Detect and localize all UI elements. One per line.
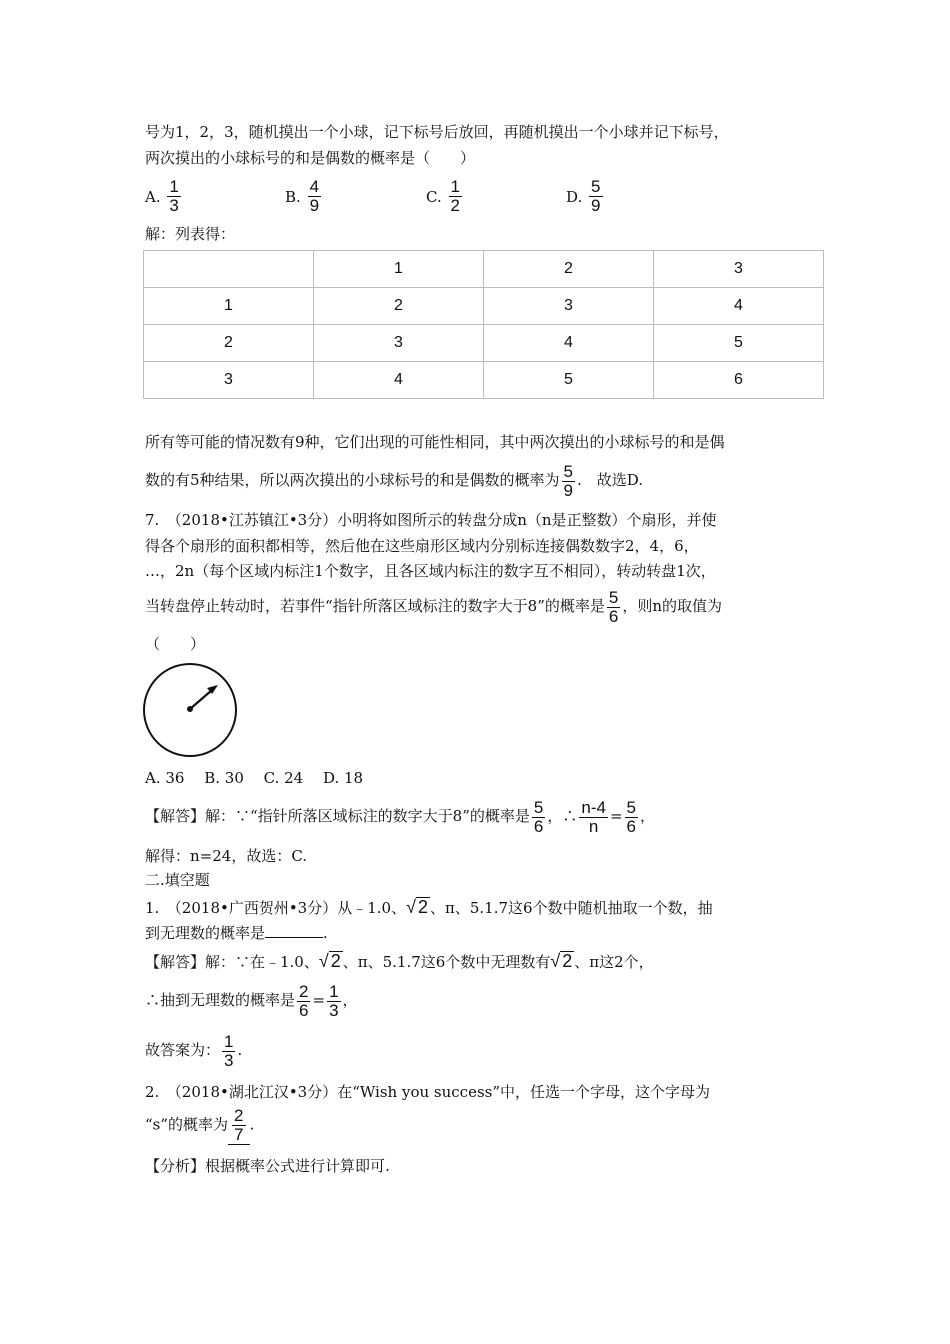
- fraction: [308, 178, 321, 215]
- table-cell: 1: [314, 251, 484, 288]
- option-label: A.: [145, 187, 161, 206]
- numerator: n-4: [581, 797, 606, 817]
- radicand: 2: [562, 951, 573, 971]
- table-cell: 6: [654, 362, 824, 399]
- denominator: 3: [224, 1050, 234, 1070]
- denominator: 6: [299, 1000, 309, 1020]
- answer-options: A. 36 B. 30 C. 24 D. 18: [145, 769, 364, 787]
- answer-line: [145, 982, 358, 1020]
- table-cell: [144, 251, 314, 288]
- spinner-center: [187, 706, 193, 712]
- radicand: 2: [330, 951, 341, 971]
- fraction: [607, 589, 620, 626]
- question-text-line: 两次摸出的小球标号的和是偶数的概率是（ ）: [145, 149, 476, 167]
- equals-sign: =: [609, 807, 623, 825]
- numerator: 5: [626, 797, 636, 817]
- option-d: [566, 178, 605, 215]
- answer-text: 、π这2个，: [574, 953, 654, 971]
- fraction: [232, 1107, 245, 1144]
- question-text: 到无理数的概率是: [145, 924, 266, 942]
- answer-text: .: [237, 1041, 243, 1059]
- table-cell: 3: [654, 251, 824, 288]
- sqrt-expression: [550, 948, 574, 974]
- answer-blank: [265, 923, 323, 938]
- solution-text: 数的有5种结果，所以两次摸出的小球标号的和是偶数的概率为: [145, 471, 560, 489]
- section-title: 二.填空题: [145, 871, 210, 889]
- question-text-line: 得各个扇形的面积都相等，然后他在这些扇形区域内分别标连接偶数数字2，4，6，: [145, 537, 699, 555]
- question-text-line: [145, 588, 722, 626]
- table-cell: 5: [654, 325, 824, 362]
- table-row: [144, 325, 824, 362]
- table-cell: 4: [654, 288, 824, 325]
- spinner-figure: [142, 662, 238, 758]
- sqrt-expression: [319, 948, 343, 974]
- denominator: 9: [563, 480, 574, 500]
- denominator: 3: [329, 1000, 339, 1020]
- denominator: 2: [450, 196, 460, 215]
- numerator: 1: [329, 981, 339, 1001]
- option-label: B.: [285, 187, 301, 206]
- filled-answer-blank: [228, 1106, 249, 1145]
- option-label: D.: [566, 187, 583, 206]
- option-a: [145, 178, 183, 215]
- answer-options: [145, 178, 665, 218]
- table-row: [144, 362, 824, 399]
- denominator: 9: [591, 196, 601, 215]
- sum-table: [143, 250, 824, 399]
- numerator: 1: [169, 177, 179, 196]
- table-cell: 5: [484, 362, 654, 399]
- numerator: 2: [234, 1105, 244, 1125]
- table-cell: 4: [484, 325, 654, 362]
- sqrt-expression: [406, 894, 430, 920]
- denominator: n: [579, 817, 608, 836]
- sqrt-icon: √: [406, 897, 416, 917]
- numerator: 5: [533, 797, 544, 817]
- answer-text: ，∴: [547, 807, 578, 825]
- radicand: 2: [417, 897, 428, 917]
- fraction: [297, 983, 310, 1020]
- fraction: [579, 799, 608, 836]
- fraction: [449, 178, 462, 215]
- table-cell: 2: [314, 288, 484, 325]
- analysis-text: 【分析】根据概率公式进行计算即可.: [145, 1157, 390, 1175]
- solution-intro: 解：列表得：: [145, 225, 236, 243]
- table-cell: 1: [144, 288, 314, 325]
- numerator: 5: [563, 461, 574, 481]
- fraction: [222, 1033, 235, 1070]
- question-text: .: [323, 924, 328, 942]
- fraction: [327, 983, 340, 1020]
- question-text-line: [145, 894, 713, 921]
- question-text-line: 号为1，2，3，随机摸出一个小球，记下标号后放回，再随机摸出一个小球并记下标号，: [145, 123, 729, 141]
- answer-text: ∴抽到无理数的概率是: [145, 991, 296, 1009]
- question-text-line: …，2n（每个区域内标注1个数字，且各区域内标注的数字互不相同），转动转盘1次，: [145, 562, 716, 580]
- fraction: [562, 463, 575, 500]
- table-cell: 2: [144, 325, 314, 362]
- answer-text: ，: [342, 991, 358, 1009]
- question-text-line: [145, 1106, 254, 1145]
- option-label: C.: [426, 187, 442, 206]
- fraction: [167, 178, 180, 215]
- question-text: 、π、5.1.7这6个数中随机抽取一个数，抽: [430, 899, 713, 917]
- question-text-line: 7. （2018•江苏镇江•3分）小明将如图所示的转盘分成n（n是正整数）个扇形，并使: [145, 511, 717, 529]
- answer-text: 【解答】解：∵“指针所落区域标注的数字大于8”的概率是: [145, 807, 530, 825]
- table-cell: 2: [484, 251, 654, 288]
- table-row: [144, 288, 824, 325]
- answer-line: [145, 1032, 242, 1070]
- answer-text: 故答案为：: [145, 1041, 221, 1059]
- answer-text: 、π、5.1.7这6个数中无理数有: [342, 953, 551, 971]
- answer-line: [145, 948, 654, 975]
- table-cell: 4: [314, 362, 484, 399]
- question-text: “s”的概率为: [145, 1115, 229, 1134]
- table-cell: 3: [484, 288, 654, 325]
- fraction: [589, 178, 602, 215]
- question-text-line: [145, 923, 328, 943]
- denominator: 3: [169, 196, 179, 215]
- fraction: [625, 799, 638, 836]
- question-text: ，则n的取值为: [622, 597, 723, 615]
- question-text: 1. （2018•广西贺州•3分）从﹣1.0、: [145, 899, 407, 917]
- denominator: 6: [608, 606, 619, 626]
- answer-result: 解得：n=24，故选：C.: [145, 847, 308, 865]
- answer-text: ，: [640, 807, 656, 825]
- option-b: [285, 178, 323, 215]
- option-c: [426, 178, 464, 215]
- numerator: 1: [450, 177, 460, 196]
- question-text-line: （ ）: [145, 635, 206, 653]
- solution-text-line: [145, 462, 643, 500]
- denominator: 7: [234, 1124, 244, 1144]
- question-text: .: [249, 1115, 255, 1134]
- sqrt-icon: √: [550, 951, 561, 971]
- numerator: 4: [309, 177, 320, 196]
- fraction: [532, 799, 545, 836]
- numerator: 5: [591, 177, 601, 196]
- table-row: [144, 251, 824, 288]
- answer-text: 【解答】解：∵在﹣1.0、: [145, 953, 319, 971]
- table-cell: 3: [144, 362, 314, 399]
- solution-text-line: 所有等可能的情况数有9种，它们出现的可能性相同，其中两次摸出的小球标号的和是偶: [145, 433, 725, 451]
- solution-text: . 故选D.: [577, 471, 644, 489]
- question-text: 当转盘停止转动时，若事件“指针所落区域标注的数字大于8”的概率是: [145, 597, 605, 615]
- numerator: 5: [608, 587, 619, 607]
- question-text-line: 2. （2018•湖北江汉•3分）在“Wish you success”中，任选一个字母，这个字母为: [145, 1083, 711, 1101]
- numerator: 2: [299, 981, 309, 1001]
- equals-sign: =: [312, 991, 326, 1009]
- sqrt-icon: √: [318, 951, 329, 971]
- denominator: 6: [626, 816, 636, 836]
- table-cell: 3: [314, 325, 484, 362]
- answer-line: [145, 798, 655, 836]
- numerator: 1: [224, 1031, 234, 1051]
- denominator: 9: [309, 196, 320, 215]
- denominator: 6: [533, 816, 544, 836]
